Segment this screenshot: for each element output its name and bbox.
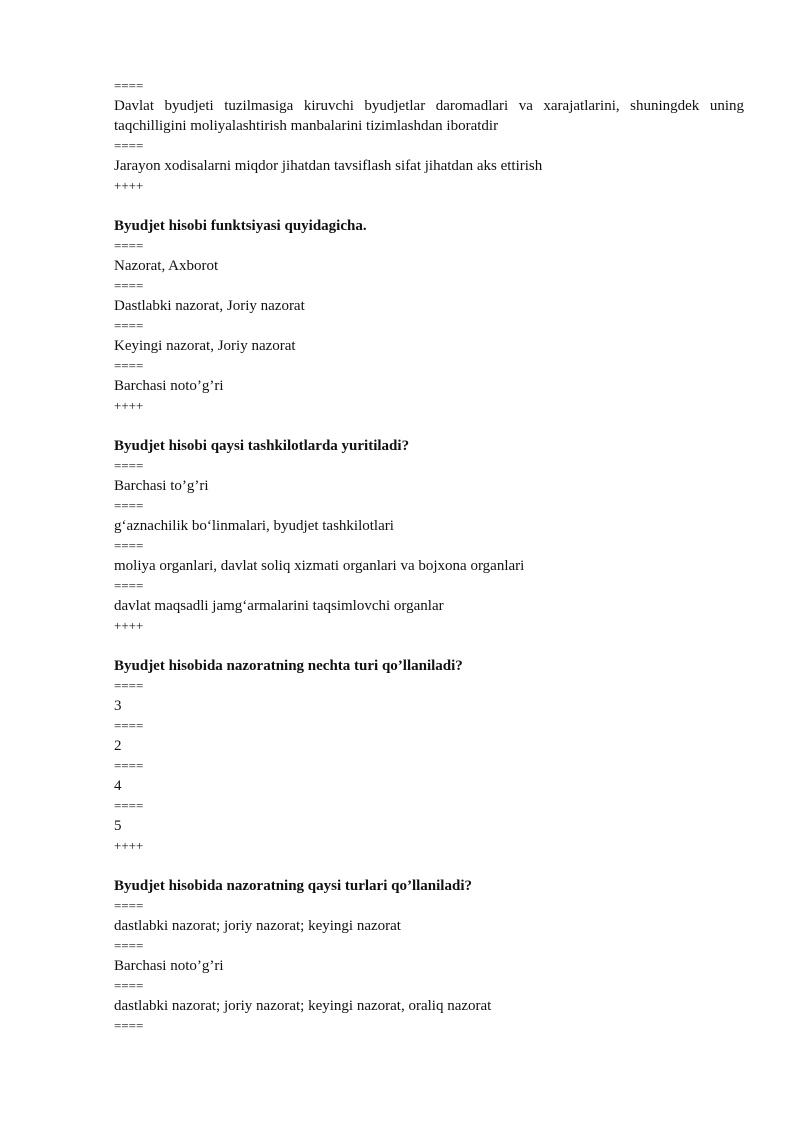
answer-separator: ==== <box>114 138 144 153</box>
question-text: Byudjet hisobida nazoratning qaysi turlari qo’llaniladi? <box>114 878 472 894</box>
blank-line <box>114 196 744 216</box>
answer-option: Davlat byudjeti tuzilmasiga kiruvchi byudjetlar daromadlari va xarajatlarini, shuningdek uning taqchilligini moliyalashtirish manbalarini tizimlashdan iboratdir <box>114 98 748 134</box>
blank-line <box>114 856 744 876</box>
blank-line <box>114 416 744 436</box>
answer-option: dastlabki nazorat; joriy nazorat; keyingi nazorat, oraliq nazorat <box>114 998 492 1014</box>
answer-separator: ==== <box>114 758 144 773</box>
answer-option: g‘aznachilik bo‘linmalari, byudjet tashkilotlari <box>114 518 394 534</box>
question-text: Byudjet hisobi qaysi tashkilotlarda yuritiladi? <box>114 438 410 454</box>
blank-line <box>114 636 744 656</box>
answer-option: Barchasi noto’g’ri <box>114 958 224 974</box>
answer-option: Nazorat, Axborot <box>114 258 219 274</box>
answer-separator: ==== <box>114 1018 144 1033</box>
answer-separator: ==== <box>114 358 144 373</box>
answer-option: Barchasi to’g’ri <box>114 478 209 494</box>
answer-separator: ==== <box>114 278 144 293</box>
answer-option: Keyingi nazorat, Joriy nazorat <box>114 338 296 354</box>
answer-option: Barchasi noto’g’ri <box>114 378 224 394</box>
question-text: Byudjet hisobi funktsiyasi quyidagicha. <box>114 218 367 234</box>
answer-separator: ==== <box>114 498 144 513</box>
answer-option: 3 <box>114 698 122 714</box>
question-separator: ++++ <box>114 618 144 633</box>
question-text: Byudjet hisobida nazoratning nechta turi qo’llaniladi? <box>114 658 463 674</box>
answer-separator: ==== <box>114 318 144 333</box>
answer-separator: ==== <box>114 458 144 473</box>
answer-option: Dastlabki nazorat, Joriy nazorat <box>114 298 305 314</box>
answer-option: moliya organlari, davlat soliq xizmati organlari va bojxona organlari <box>114 558 525 574</box>
document-content <box>114 76 748 1036</box>
document-page <box>114 76 748 1036</box>
answer-separator: ==== <box>114 678 144 693</box>
answer-separator: ==== <box>114 538 144 553</box>
question-separator: ++++ <box>114 838 144 853</box>
answer-separator: ==== <box>114 718 144 733</box>
answer-option: dastlabki nazorat; joriy nazorat; keyingi nazorat <box>114 918 401 934</box>
answer-separator: ==== <box>114 78 144 93</box>
answer-separator: ==== <box>114 798 144 813</box>
question-separator: ++++ <box>114 398 144 413</box>
answer-separator: ==== <box>114 898 144 913</box>
answer-option: Jarayon xodisalarni miqdor jihatdan tavsiflash sifat jihatdan aks ettirish <box>114 158 543 174</box>
answer-option: davlat maqsadli jamg‘armalarini taqsimlovchi organlar <box>114 598 444 614</box>
answer-option: 5 <box>114 818 122 834</box>
answer-option: 2 <box>114 738 122 754</box>
answer-option: 4 <box>114 778 122 794</box>
answer-separator: ==== <box>114 238 144 253</box>
answer-separator: ==== <box>114 938 144 953</box>
answer-separator: ==== <box>114 978 144 993</box>
answer-separator: ==== <box>114 578 144 593</box>
question-separator: ++++ <box>114 178 144 193</box>
